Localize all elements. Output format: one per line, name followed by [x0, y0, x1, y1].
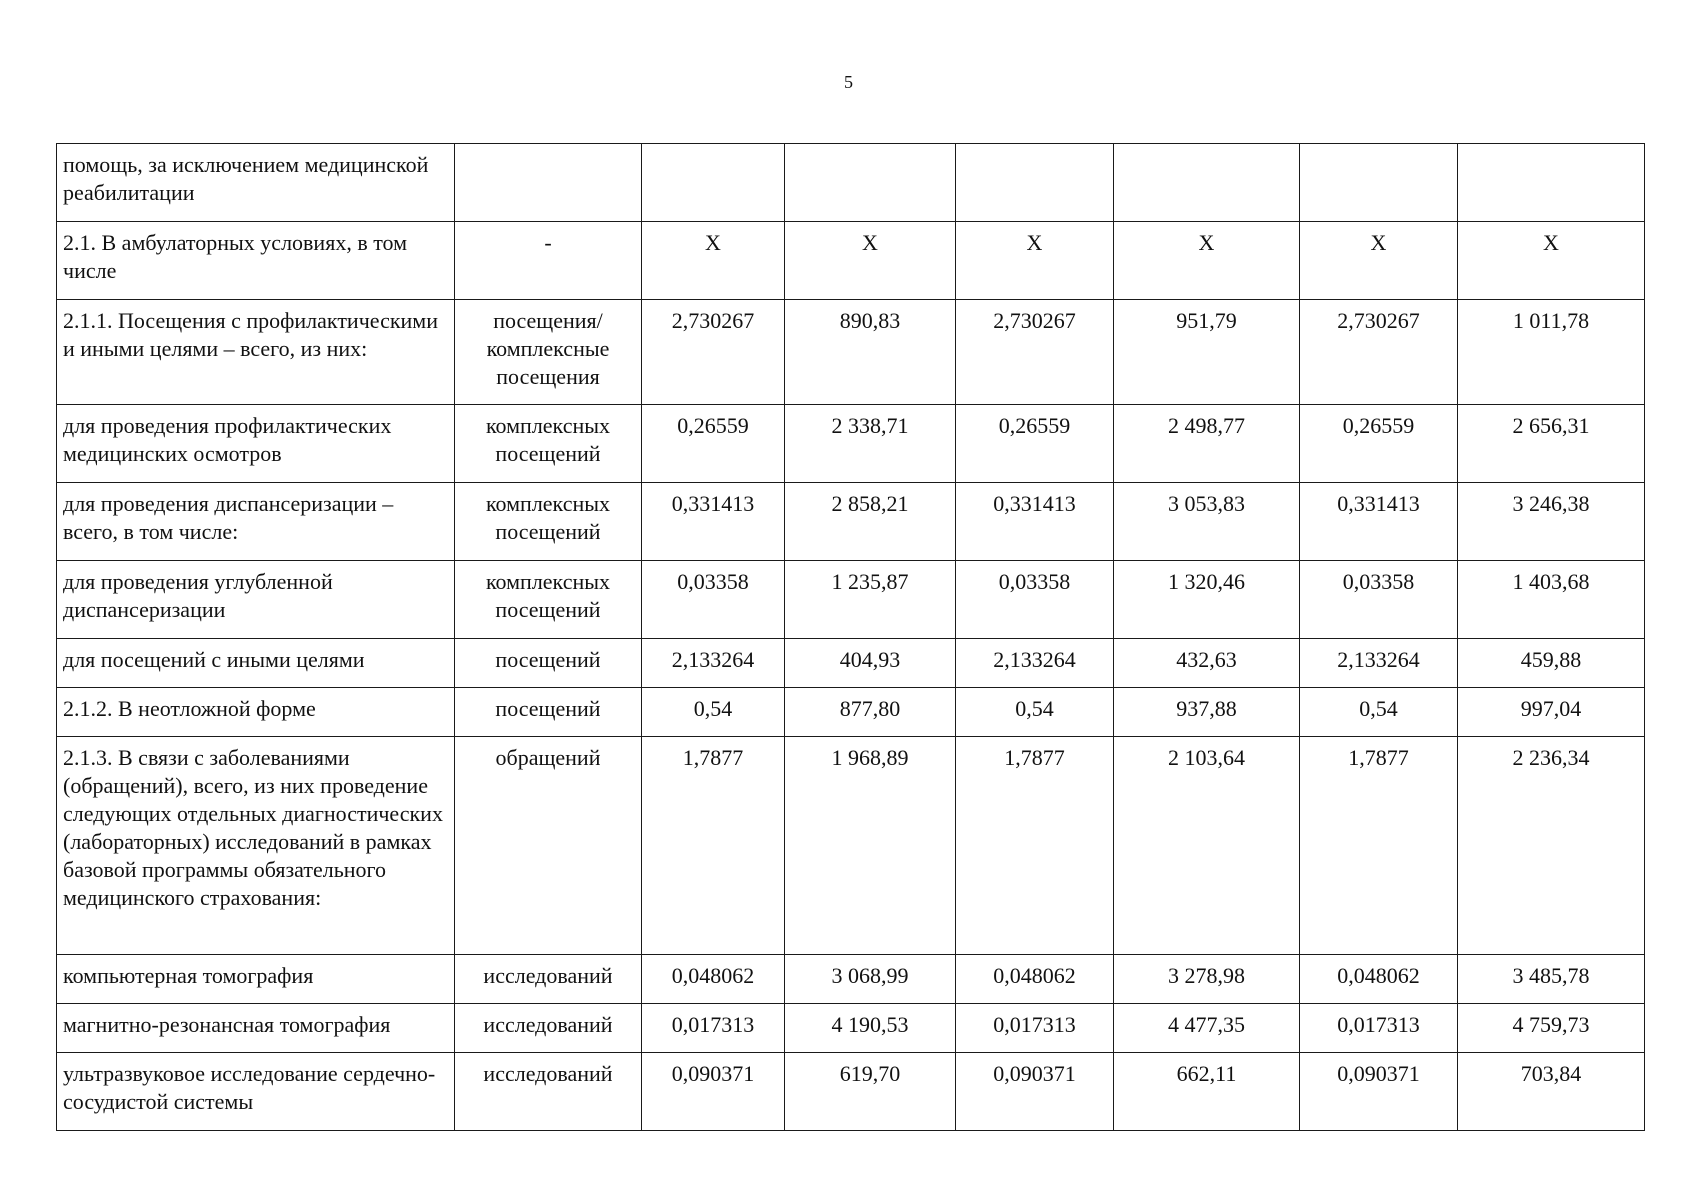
table-row	[57, 483, 1645, 561]
value-cell: 0,26559	[1300, 405, 1458, 483]
value-cell: 662,11	[1114, 1053, 1300, 1131]
value-cell: 1 011,78	[1458, 300, 1645, 405]
value-cell: 877,80	[785, 688, 956, 737]
value-cell: Х	[1300, 222, 1458, 300]
value-cell: 0,331413	[956, 483, 1114, 561]
value-cell: 0,048062	[1300, 955, 1458, 1004]
value-cell: Х	[1458, 222, 1645, 300]
value-cell: 3 278,98	[1114, 955, 1300, 1004]
table-row	[57, 1053, 1645, 1131]
value-cell: 0,017313	[956, 1004, 1114, 1053]
value-cell: Х	[785, 222, 956, 300]
table-row	[57, 737, 1645, 955]
value-cell: 0,017313	[642, 1004, 785, 1053]
value-cell: 4 190,53	[785, 1004, 956, 1053]
value-cell: 0,331413	[1300, 483, 1458, 561]
value-cell: 1 235,87	[785, 561, 956, 639]
value-cell: 951,79	[1114, 300, 1300, 405]
value-cell: 4 477,35	[1114, 1004, 1300, 1053]
unit-cell: посещений	[455, 688, 642, 737]
value-cell: 459,88	[1458, 639, 1645, 688]
value-cell: 619,70	[785, 1053, 956, 1131]
value-cell: 2 498,77	[1114, 405, 1300, 483]
value-cell: 2 656,31	[1458, 405, 1645, 483]
value-cell: 2,133264	[956, 639, 1114, 688]
value-cell: 0,090371	[642, 1053, 785, 1131]
row-name-cell: для проведения углубленной диспансеризации	[57, 561, 455, 639]
value-cell: 703,84	[1458, 1053, 1645, 1131]
table-row	[57, 144, 1645, 222]
tariff-table	[56, 143, 1645, 1131]
table-row	[57, 1004, 1645, 1053]
unit-cell: исследований	[455, 955, 642, 1004]
value-cell: 404,93	[785, 639, 956, 688]
value-cell: 3 053,83	[1114, 483, 1300, 561]
value-cell: 937,88	[1114, 688, 1300, 737]
value-cell	[1300, 144, 1458, 222]
table-row	[57, 955, 1645, 1004]
value-cell	[785, 144, 956, 222]
value-cell: 2 236,34	[1458, 737, 1645, 955]
unit-cell: исследований	[455, 1053, 642, 1131]
table-row	[57, 405, 1645, 483]
row-name-cell: 2.1.1. Посещения с профилактическими и иными целями – всего, из них:	[57, 300, 455, 405]
table-row	[57, 222, 1645, 300]
value-cell: 0,26559	[956, 405, 1114, 483]
value-cell: 2,133264	[1300, 639, 1458, 688]
value-cell: 2 103,64	[1114, 737, 1300, 955]
value-cell: 0,03358	[956, 561, 1114, 639]
value-cell: Х	[956, 222, 1114, 300]
value-cell: 3 246,38	[1458, 483, 1645, 561]
value-cell: 1,7877	[642, 737, 785, 955]
value-cell: 3 485,78	[1458, 955, 1645, 1004]
table-row	[57, 300, 1645, 405]
value-cell: 2 858,21	[785, 483, 956, 561]
row-name-cell: помощь, за исключением медицинской реабилитации	[57, 144, 455, 222]
value-cell: 0,54	[1300, 688, 1458, 737]
unit-cell: посещения/ комплексные посещения	[455, 300, 642, 405]
value-cell: 890,83	[785, 300, 956, 405]
row-name-cell: компьютерная томография	[57, 955, 455, 1004]
unit-cell: комплексных посещений	[455, 561, 642, 639]
unit-cell: исследований	[455, 1004, 642, 1053]
row-name-cell: для посещений с иными целями	[57, 639, 455, 688]
value-cell	[956, 144, 1114, 222]
unit-cell: комплексных посещений	[455, 405, 642, 483]
value-cell: 2 338,71	[785, 405, 956, 483]
value-cell: Х	[642, 222, 785, 300]
value-cell: 2,730267	[642, 300, 785, 405]
value-cell: 2,133264	[642, 639, 785, 688]
value-cell: Х	[1114, 222, 1300, 300]
value-cell: 0,26559	[642, 405, 785, 483]
value-cell: 4 759,73	[1458, 1004, 1645, 1053]
row-name-cell: для проведения диспансеризации – всего, в том числе:	[57, 483, 455, 561]
value-cell: 0,017313	[1300, 1004, 1458, 1053]
value-cell: 1 968,89	[785, 737, 956, 955]
value-cell: 997,04	[1458, 688, 1645, 737]
value-cell: 0,54	[642, 688, 785, 737]
value-cell: 0,331413	[642, 483, 785, 561]
unit-cell: обращений	[455, 737, 642, 955]
row-name-cell: ультразвуковое исследование сердечно-сосудистой системы	[57, 1053, 455, 1131]
table-row	[57, 639, 1645, 688]
value-cell	[1458, 144, 1645, 222]
value-cell: 0,048062	[956, 955, 1114, 1004]
value-cell: 1,7877	[1300, 737, 1458, 955]
value-cell: 0,03358	[1300, 561, 1458, 639]
unit-cell: посещений	[455, 639, 642, 688]
value-cell: 3 068,99	[785, 955, 956, 1004]
value-cell: 0,090371	[1300, 1053, 1458, 1131]
value-cell: 0,03358	[642, 561, 785, 639]
value-cell	[1114, 144, 1300, 222]
value-cell: 2,730267	[956, 300, 1114, 405]
value-cell: 1 320,46	[1114, 561, 1300, 639]
unit-cell: комплексных посещений	[455, 483, 642, 561]
unit-cell	[455, 144, 642, 222]
row-name-cell: для проведения профилактических медицинских осмотров	[57, 405, 455, 483]
row-name-cell: магнитно-резонансная томография	[57, 1004, 455, 1053]
row-name-cell: 2.1.2. В неотложной форме	[57, 688, 455, 737]
value-cell	[642, 144, 785, 222]
value-cell: 0,090371	[956, 1053, 1114, 1131]
table-row	[57, 561, 1645, 639]
row-name-cell: 2.1.3. В связи с заболеваниями (обращений), всего, из них проведение следующих отдельных диагностических (лабораторных) исследований в рамках базовой программы обязательного медицинского страхования:	[57, 737, 455, 955]
value-cell: 1,7877	[956, 737, 1114, 955]
value-cell: 0,048062	[642, 955, 785, 1004]
table-row	[57, 688, 1645, 737]
unit-cell: -	[455, 222, 642, 300]
value-cell: 2,730267	[1300, 300, 1458, 405]
value-cell: 0,54	[956, 688, 1114, 737]
row-name-cell: 2.1. В амбулаторных условиях, в том числе	[57, 222, 455, 300]
value-cell: 1 403,68	[1458, 561, 1645, 639]
page-number: 5	[844, 72, 853, 92]
value-cell: 432,63	[1114, 639, 1300, 688]
